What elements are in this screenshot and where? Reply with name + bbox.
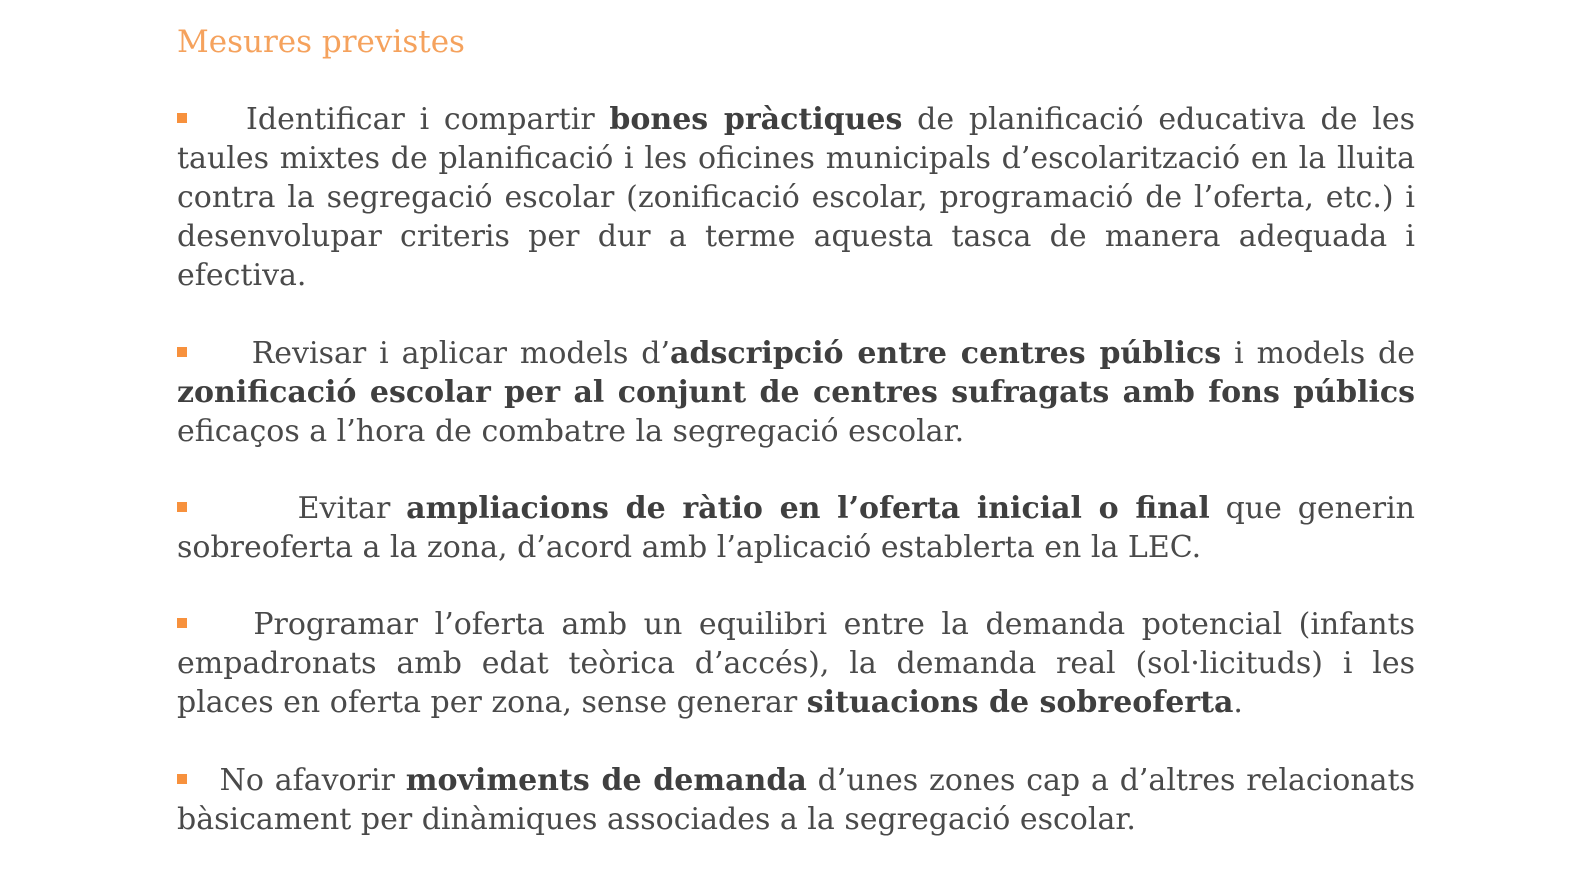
measure-highlight: moviments de demanda <box>405 763 807 798</box>
measure-text: que generin sobreoferta a la zona, d’acord amb l’aplicació establerta en la LEC. <box>177 491 1415 565</box>
measure-item <box>177 100 1415 295</box>
measure-text: Revisar i aplicar models d’ <box>251 336 671 371</box>
measure-highlight: zonificació escolar per al conjunt de centres sufragats amb fons públics <box>177 375 1415 410</box>
square-bullet-icon <box>177 774 187 784</box>
square-bullet-icon <box>177 113 187 123</box>
measure-text: Evitar <box>297 491 407 526</box>
measure-item <box>177 489 1415 567</box>
measure-highlight: bones pràctiques <box>609 102 903 137</box>
measure-text: . <box>1233 685 1243 720</box>
square-bullet-icon <box>177 502 187 512</box>
measure-highlight: ampliacions de ràtio en l’oferta inicial o final <box>406 491 1210 526</box>
measure-highlight: adscripció entre centres públics <box>670 336 1222 371</box>
measure-item <box>177 605 1415 722</box>
measure-item <box>177 334 1415 451</box>
measure-item <box>177 761 1415 839</box>
square-bullet-icon <box>177 347 187 357</box>
measure-text: Programar l’oferta amb un equilibri entre la demanda potencial (infants empadronats amb edat teòrica d’accés), la demanda real (sol·licituds) i les places en oferta per zona, sense generar <box>177 607 1416 720</box>
measure-text: i models de <box>1221 336 1415 371</box>
measure-text: No afavorir <box>219 763 406 798</box>
measure-highlight: situacions de sobreoferta <box>806 685 1234 720</box>
section-heading: Mesures previstes <box>177 24 465 60</box>
measure-text: eficaços a l’hora de combatre la segregació escolar. <box>177 414 965 449</box>
square-bullet-icon <box>177 618 187 628</box>
measure-text: de planificació educativa de les taules mixtes de planificació i les oficines municipals d’escolarització en la lluita contra la segregació escolar (zonificació escolar, programació de l’oferta, etc.) i desenvolupar criteris per dur a terme aquesta tasca de manera adequada i efectiva. <box>177 102 1415 293</box>
measure-text: d’unes zones cap a d’altres relacionats bàsicament per dinàmiques associades a la segregació escolar. <box>177 763 1416 837</box>
measure-text: Identificar i compartir <box>246 102 610 137</box>
